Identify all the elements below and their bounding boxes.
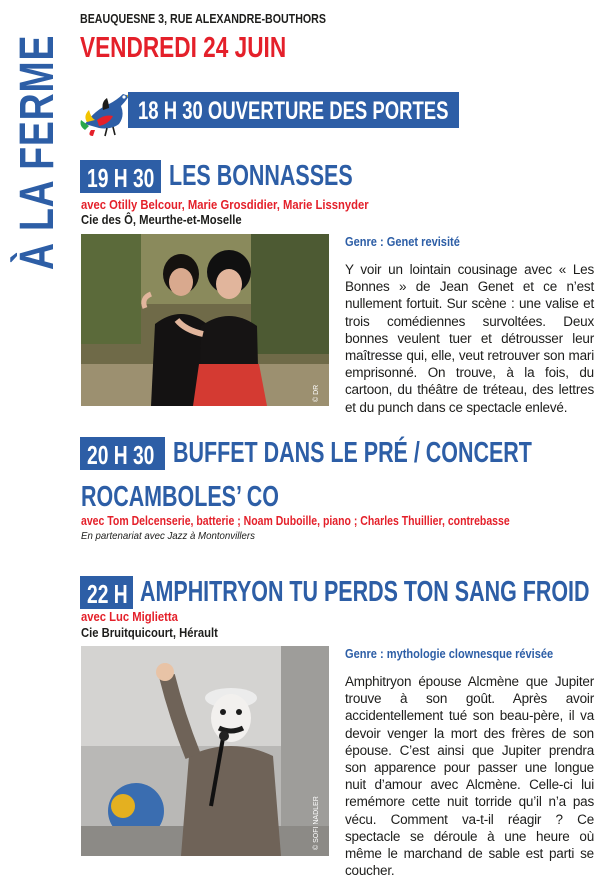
photo-credit: © SOFI NADLER [313, 796, 320, 850]
event-partner: En partenariat avec Jazz à Montonvillers [81, 530, 255, 542]
event-description: Y voir un lointain cousinage avec « Les Bonnes » de Jean Genet et ce n’est nullement fortuit. Sur scène : une valise et trois comédiennes survoltées. Deux bonnes veulent tuer et détrousser leur maîtresse qui, elle, veut retrouver son mari emprisonné. On trouve, à la fois, du cartoon, du théâtre de tréteau, des lettres et du punch dans ce spectacle enlevé. [345, 262, 594, 415]
event-photo [81, 646, 329, 856]
event-company: Cie des Ô, Meurthe-et-Moselle [81, 213, 242, 227]
event-company: Cie Bruitquicourt, Hérault [81, 626, 218, 640]
event-description: Amphitryon épouse Alcmène que Jupiter trouve à son goût. Après avoir accidentellement tué son beau-père, il va devoir venger la mort des frères de son épouse. C’est ainsi que Jupiter prendra son apparence pour passer une longue nuit d’amour avec Alcmène. Celle-ci lui remémore cette nuit torride qu’il n’a pas vécu. Comment va-t-il réagir ? Ce spectacle se déroule à une heure où même le marchand de sable est parti se coucher. [345, 674, 594, 879]
bird-icon [79, 80, 131, 138]
photo-credit: © DR [313, 384, 320, 402]
event-genre: Genre : mythologie clownesque révisée [345, 646, 554, 661]
venue-address: BEAUQUESNE 3, RUE ALEXANDRE-BOUTHORS [80, 11, 326, 26]
event-title: LES BONNASSES [169, 160, 353, 192]
event-title: AMPHITRYON TU PERDS TON SANG FROID [140, 576, 590, 608]
event-genre: Genre : Genet revisité [345, 234, 460, 249]
event-time-badge [80, 160, 161, 193]
event-cast: avec Otilly Belcour, Marie Grosdidier, Marie Lissnyder [81, 198, 369, 212]
event-title: BUFFET DANS LE PRÉ / CONCERT [173, 437, 532, 469]
event-time-badge [80, 576, 133, 609]
event-time: 20 H 30 [87, 440, 155, 470]
doors-banner [128, 92, 459, 128]
event-photo [81, 234, 329, 406]
event-cast: avec Tom Delcenserie, batterie ; Noam Duboille, piano ; Charles Thuillier, contrebasse [81, 514, 510, 528]
doors-label: 18 H 30 OUVERTURE DES PORTES [138, 97, 449, 125]
event-time-badge [80, 437, 165, 470]
event-time: 22 H [87, 579, 128, 609]
event-cast: avec Luc Miglietta [81, 610, 178, 624]
event-subtitle: ROCAMBOLES’ CO [81, 481, 279, 513]
event-date: VENDREDI 24 JUIN [80, 32, 287, 64]
side-title-column [0, 0, 64, 864]
side-title: À LA FERME [11, 34, 64, 271]
event-time: 19 H 30 [87, 163, 155, 193]
